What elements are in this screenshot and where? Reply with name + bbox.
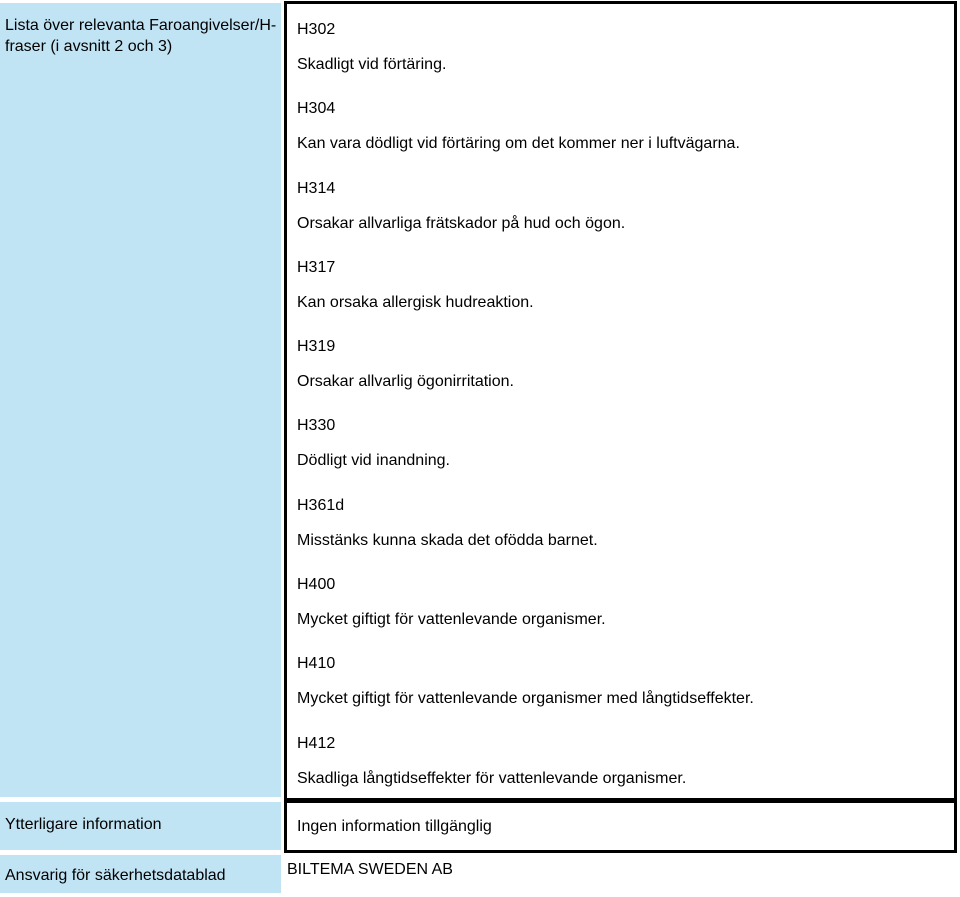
- additional-info-value: Ingen information tillgänglig: [297, 818, 492, 835]
- hazard-statements-label: Lista över relevanta Faroangivelser/H-fraser (i avsnitt 2 och 3): [5, 17, 277, 55]
- hazard-statement-list: [297, 21, 948, 814]
- hazard-code: H412: [297, 734, 336, 752]
- hazard-text: Kan orsaka allergisk hudreaktion.: [297, 293, 534, 311]
- hazard-statements-label-cell: [0, 3, 281, 797]
- hazard-statement: [297, 497, 948, 576]
- hazard-text: Kan vara dödligt vid förtäring om det kommer ner i luftvägarna.: [297, 135, 740, 153]
- additional-info-box: [284, 800, 957, 853]
- hazard-text: Misstänks kunna skada det ofödda barnet.: [297, 531, 598, 549]
- responsible-value: BILTEMA SWEDEN AB: [287, 861, 453, 878]
- hazard-statement: [297, 259, 948, 338]
- hazard-statement: [297, 338, 948, 417]
- hazard-statement: [297, 180, 948, 259]
- hazard-text: Orsakar allvarlig ögonirritation.: [297, 373, 514, 391]
- hazard-statement: [297, 21, 948, 100]
- hazard-statements-box: [284, 1, 957, 801]
- hazard-code: H319: [297, 338, 336, 356]
- responsible-label-cell: [0, 855, 281, 893]
- hazard-code: H330: [297, 417, 336, 435]
- additional-info-label-cell: [0, 802, 281, 850]
- hazard-code: H314: [297, 179, 336, 197]
- hazard-code: H302: [297, 21, 336, 38]
- hazard-text: Skadliga långtidseffekter för vattenlevande organismer.: [297, 769, 687, 787]
- hazard-code: H317: [297, 258, 336, 276]
- hazard-code: H361d: [297, 496, 345, 514]
- hazard-text: Skadligt vid förtäring.: [297, 56, 447, 73]
- hazard-statement: [297, 655, 948, 734]
- hazard-statement: [297, 100, 948, 179]
- hazard-code: H410: [297, 655, 336, 673]
- hazard-code: H304: [297, 100, 336, 118]
- hazard-text: Mycket giftigt för vattenlevande organismer.: [297, 611, 606, 629]
- hazard-statement: [297, 417, 948, 496]
- hazard-code: H400: [297, 576, 336, 594]
- hazard-text: Dödligt vid inandning.: [297, 452, 450, 470]
- additional-info-label: Ytterligare information: [5, 816, 162, 833]
- responsible-label: Ansvarig för säkerhetsdatablad: [5, 867, 226, 884]
- hazard-text: Orsakar allvarliga frätskador på hud och ögon.: [297, 214, 626, 232]
- hazard-statement: [297, 576, 948, 655]
- hazard-text: Mycket giftigt för vattenlevande organismer med långtidseffekter.: [297, 690, 754, 708]
